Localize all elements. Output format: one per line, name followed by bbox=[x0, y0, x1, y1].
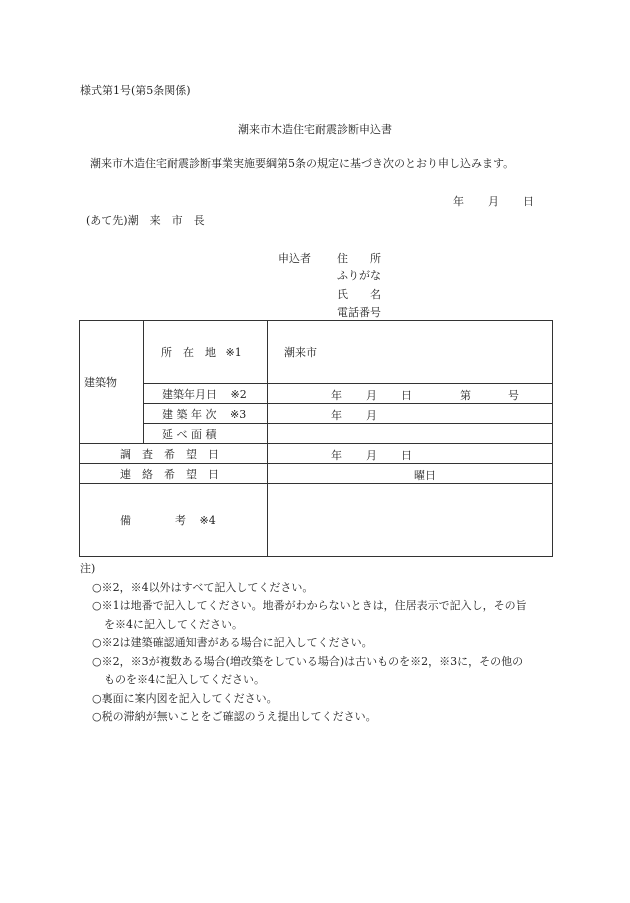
survey-year: 年 bbox=[331, 449, 342, 462]
built-year-mark: ※3 bbox=[230, 407, 247, 421]
survey-date-field[interactable] bbox=[268, 444, 553, 464]
survey-date-label: 調 査 希 望 日 bbox=[80, 444, 268, 464]
permit-go: 号 bbox=[508, 389, 519, 402]
date-day-label: 日 bbox=[523, 195, 534, 208]
built-year-label-cell bbox=[144, 404, 268, 424]
built-date-mark: ※2 bbox=[230, 387, 247, 401]
floor-area-label: 延 べ 面 積 bbox=[144, 424, 268, 444]
permit-dai: 第 bbox=[460, 389, 471, 402]
applicant-phone-label: 電話番号 bbox=[337, 306, 381, 319]
notes bbox=[80, 560, 527, 727]
note-4-cont: ものを※4に記入してください。 bbox=[104, 673, 265, 686]
survey-day: 日 bbox=[401, 449, 412, 462]
note-3: ○※2は建築確認通知書がある場合に記入してください。 bbox=[92, 636, 373, 649]
location-value[interactable]: 潮来市 bbox=[268, 321, 553, 384]
notes-heading: 注) bbox=[80, 562, 96, 575]
form-title: 潮来市木造住宅耐震診断申込書 bbox=[238, 123, 392, 136]
contact-date-field[interactable] bbox=[268, 464, 553, 484]
intro-text: 潮来市木造住宅耐震診断事業実施要綱第5条の規定に基づき次のとおり申し込みます。 bbox=[90, 157, 515, 170]
addressee: (あて先)潮 来 市 長 bbox=[86, 214, 205, 227]
note-2: ○※1は地番で記入してください。地番がわからないときは，住居表示で記入し，その旨 bbox=[92, 599, 527, 612]
built-date-label: 建築年月日 bbox=[162, 387, 217, 401]
applicant-label: 申込者 bbox=[278, 252, 311, 265]
application-table bbox=[79, 320, 553, 557]
date-year-label: 年 bbox=[453, 195, 464, 208]
built-year-month: 月 bbox=[366, 409, 377, 422]
building-label: 建築物 bbox=[80, 321, 144, 444]
applicant-name-label: 氏 名 bbox=[337, 288, 381, 301]
built-date-field[interactable] bbox=[268, 384, 553, 404]
remarks-mark: ※4 bbox=[199, 514, 216, 527]
built-year-label: 建 築 年 次 bbox=[162, 407, 217, 421]
location-mark: ※1 bbox=[225, 346, 242, 359]
note-2-cont: を※4に記入してください。 bbox=[104, 617, 243, 631]
built-year-year: 年 bbox=[331, 409, 342, 422]
built-date-label-cell bbox=[144, 384, 268, 404]
date-month-label: 月 bbox=[488, 195, 499, 208]
contact-date-label: 連 絡 希 望 日 bbox=[80, 464, 268, 484]
note-4: ○※2，※3が複数ある場合(増改築をしている場合)は古いものを※2，※3に，その他の bbox=[92, 654, 524, 668]
survey-month: 月 bbox=[366, 449, 377, 462]
location-label-cell bbox=[144, 321, 268, 384]
contact-weekday: 曜日 bbox=[414, 469, 436, 482]
applicant-address-label: 住 所 bbox=[337, 252, 381, 265]
built-year-field[interactable] bbox=[268, 404, 553, 424]
remarks-label-cell bbox=[80, 484, 268, 557]
note-1: ○※2，※4以外はすべて記入してください。 bbox=[92, 580, 314, 594]
built-date-year: 年 bbox=[331, 389, 342, 402]
form-number: 様式第1号(第5条関係) bbox=[80, 84, 191, 97]
remarks-label: 備 考 bbox=[120, 514, 186, 527]
floor-area-field[interactable] bbox=[268, 424, 553, 444]
note-6: ○税の滞納が無いことをご確認のうえ提出してください。 bbox=[92, 710, 377, 723]
note-5: ○裏面に案内図を記入してください。 bbox=[92, 691, 278, 705]
applicant-furigana-label: ふりがな bbox=[337, 269, 381, 282]
built-date-month: 月 bbox=[366, 389, 377, 402]
remarks-field[interactable] bbox=[268, 484, 553, 557]
location-label: 所 在 地 bbox=[161, 346, 216, 359]
built-date-day: 日 bbox=[401, 389, 412, 402]
